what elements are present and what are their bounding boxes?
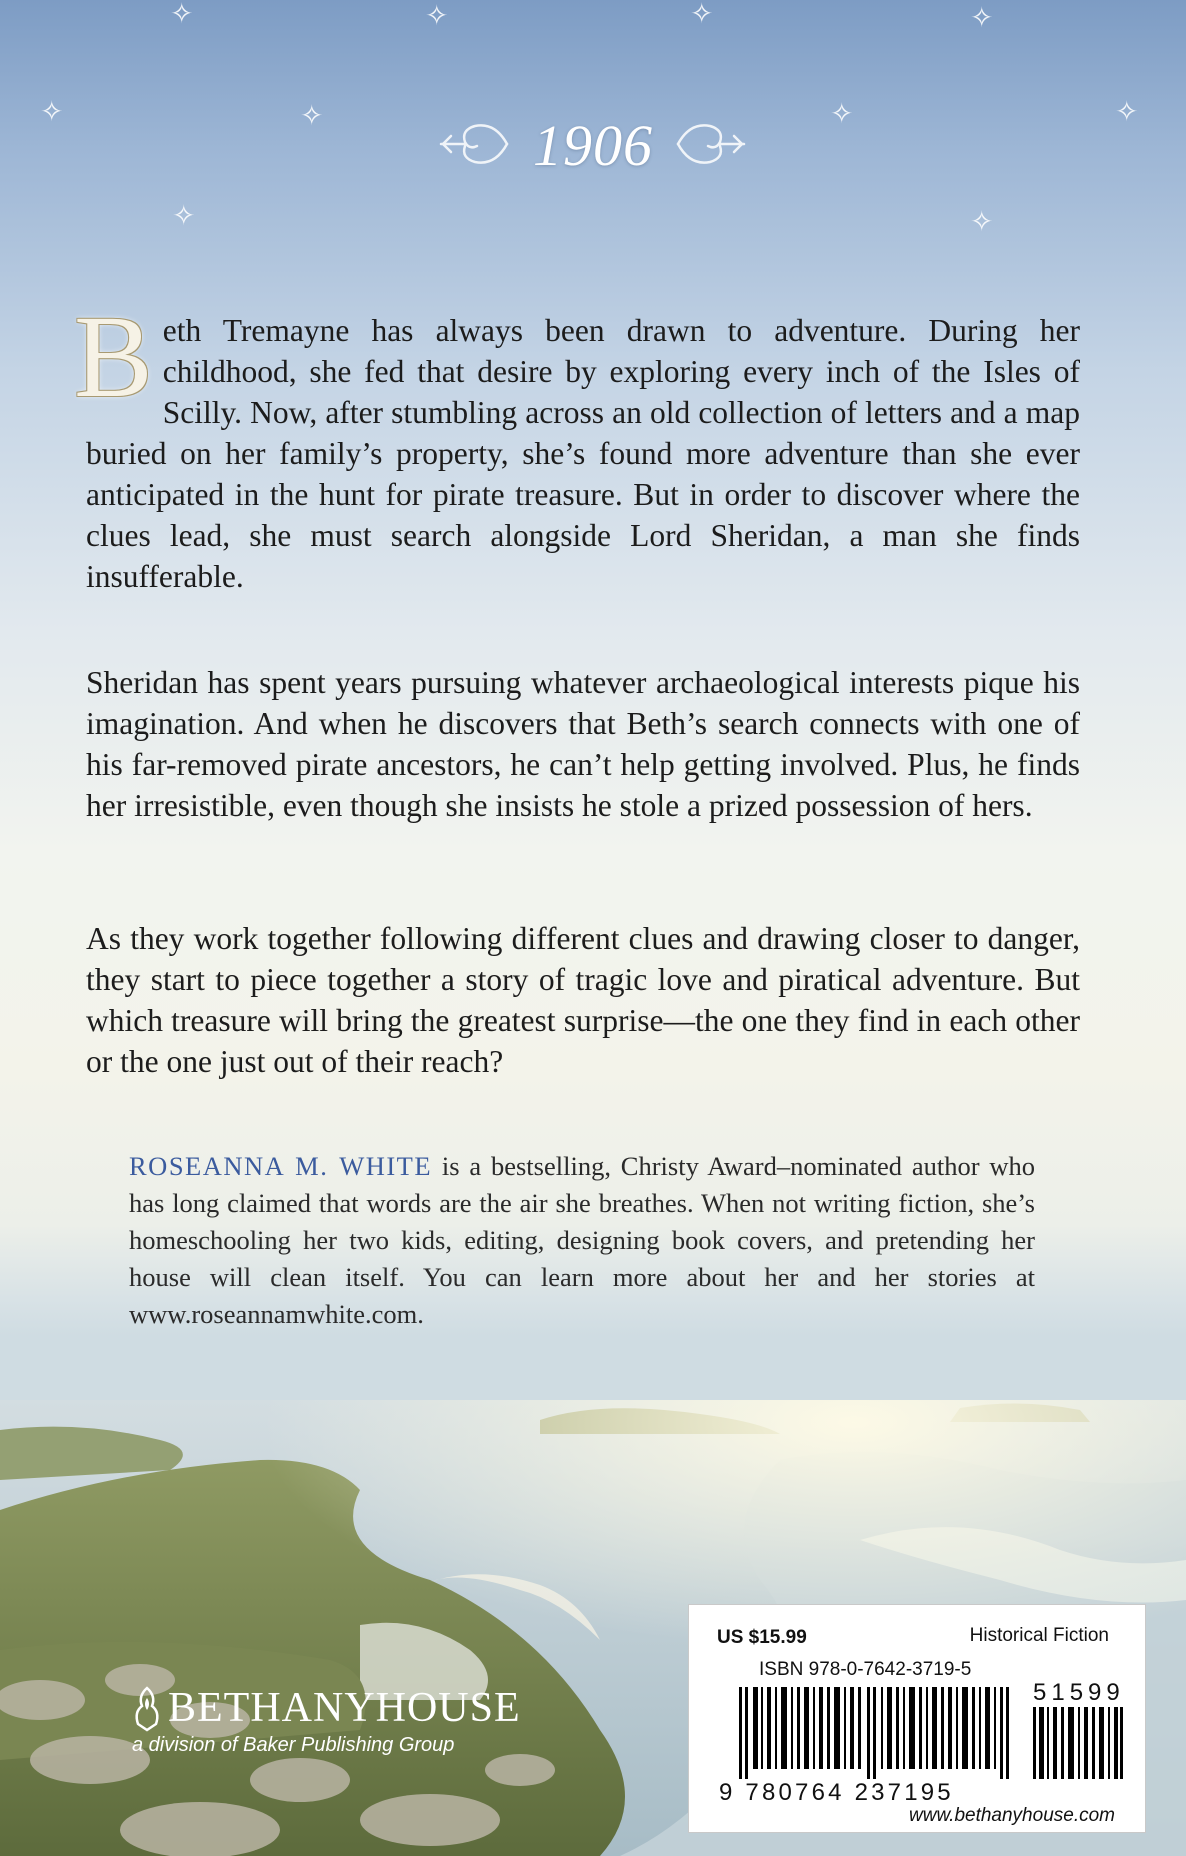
right-flourish-icon [670, 104, 750, 184]
publisher-subtitle: a division of Baker Publishing Group [132, 1734, 455, 1756]
year-heading [0, 95, 1186, 198]
drop-cap: B [74, 291, 153, 422]
blurb-paragraph-text: eth Tremayne has always been drawn to adventure. During her childhood, she fed that desire by exploring every inch of the Isles of Scilly. Now, after stumbling across an old collection of letters and a map buried on her family’s property, she’s found more adventure than she ever anticipated in the hunt for pirate treasure. But in order to discover where the clues lead, she must search alongside Lord Sheridan, a man she finds insufferable. [86, 313, 1080, 594]
barcode-label [688, 1604, 1146, 1833]
genre: Historical Fiction [969, 1625, 1109, 1646]
author-bio [129, 1148, 1035, 1333]
star-icon: ✧ [170, 0, 194, 30]
star-icon: ✧ [172, 199, 196, 232]
isbn: ISBN 978-0-7642-3719-5 [759, 1659, 972, 1680]
barcode-addon-bars [1033, 1707, 1123, 1779]
star-icon: ✧ [970, 1, 994, 34]
price: US $15.99 [717, 1627, 807, 1648]
star-icon: ✧ [970, 205, 994, 238]
year-text: 1906 [533, 113, 653, 178]
star-icon: ✧ [40, 95, 64, 128]
author-name: ROSEANNA M. WHITE [129, 1151, 433, 1181]
star-icon: ✧ [300, 99, 324, 132]
star-icon: ✧ [830, 97, 854, 130]
barcode-bars [739, 1687, 1009, 1779]
lamp-icon [132, 1686, 162, 1732]
star-icon: ✧ [690, 0, 714, 30]
publisher-logo [132, 1684, 552, 1754]
blurb-paragraph: As they work together following different clues and drawing closer to danger, they start to piece together a story of tragic love and piratical adventure. But which treasure will bring the greatest surprise—the one they find in each other or the one just out of their reach? [86, 921, 1080, 1079]
author-bio-text: is a bestselling, Christy Award–nominated author who has long claimed that words are the air she breathes. When not writing fiction, she’s homeschooling her two kids, editing, designing book covers, and pretending her house will clean itself. You can learn more about her and her stories at www.roseannamwhite.com. [129, 1151, 1035, 1329]
star-icon: ✧ [1115, 95, 1139, 128]
blurb-paragraph: Sheridan has spent years pursuing whatever archaeological interests pique his imagination. And when he discovers that Beth’s search connects with one of his far-removed pirate ancestors, he can’t help getting involved. Plus, he finds her irresistible, even though she insists he stole a prized possession of hers. [86, 665, 1080, 823]
star-icon: ✧ [425, 0, 449, 32]
barcode-addon-number: 51599 [1033, 1679, 1125, 1706]
blurb-paragraph [74, 291, 1080, 597]
publisher-name: BETHANYHOUSE [168, 1685, 521, 1731]
publisher-website: www.bethanyhouse.com [909, 1805, 1115, 1826]
barcode-number: 9 780764 237195 [719, 1779, 954, 1806]
